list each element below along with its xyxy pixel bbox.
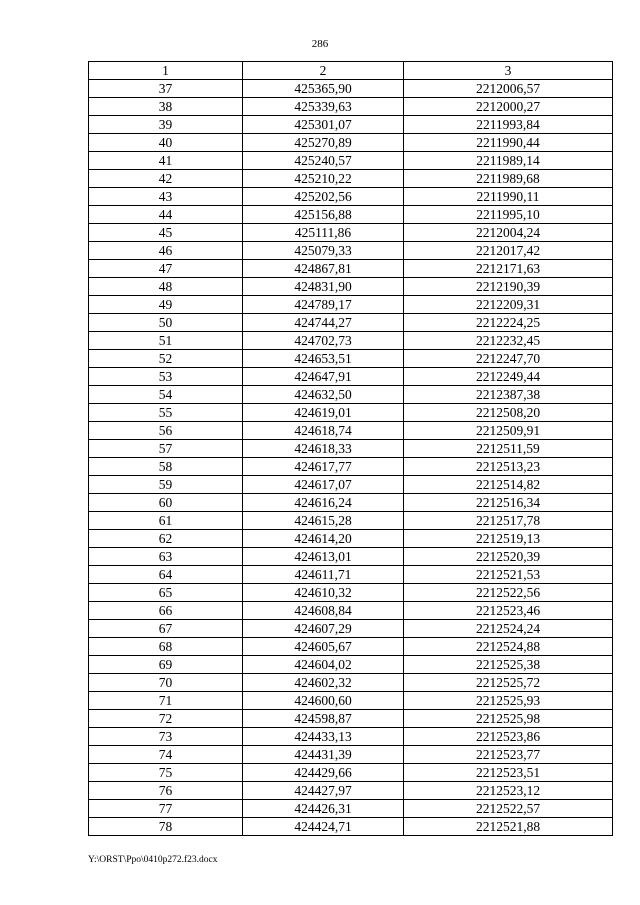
table-cell-col2: 424610,32	[243, 584, 404, 602]
table-cell-col3: 2212521,53	[404, 566, 613, 584]
table-row	[89, 116, 613, 134]
table-cell-col3: 2212522,57	[404, 800, 613, 818]
table-cell-col2: 425111,86	[243, 224, 404, 242]
table-cell-col2: 424429,66	[243, 764, 404, 782]
table-row	[89, 656, 613, 674]
table-row	[89, 746, 613, 764]
table-cell-col1: 66	[89, 602, 243, 620]
table-row	[89, 584, 613, 602]
table-cell-col3: 2212524,88	[404, 638, 613, 656]
table-cell-col2: 425210,22	[243, 170, 404, 188]
table-cell-col2: 424433,13	[243, 728, 404, 746]
table-header-row	[89, 62, 613, 80]
table-cell-col1: 67	[89, 620, 243, 638]
table-cell-col3: 2212525,72	[404, 674, 613, 692]
table-row	[89, 314, 613, 332]
table-cell-col2: 425365,90	[243, 80, 404, 98]
table-cell-col1: 61	[89, 512, 243, 530]
table-cell-col2: 424611,71	[243, 566, 404, 584]
table-cell-col1: 63	[89, 548, 243, 566]
table-row	[89, 782, 613, 800]
table-row	[89, 692, 613, 710]
table-cell-col2: 424647,91	[243, 368, 404, 386]
table-cell-col1: 53	[89, 368, 243, 386]
table-cell-col2: 424431,39	[243, 746, 404, 764]
table-row	[89, 800, 613, 818]
table-cell-col2: 424615,28	[243, 512, 404, 530]
table-cell-col1: 77	[89, 800, 243, 818]
table-cell-col2: 424619,01	[243, 404, 404, 422]
table-cell-col1: 57	[89, 440, 243, 458]
table-cell-col1: 59	[89, 476, 243, 494]
table-cell-col3: 2212519,13	[404, 530, 613, 548]
table-cell-col3: 2212190,39	[404, 278, 613, 296]
table-cell-col3: 2212516,34	[404, 494, 613, 512]
table-row	[89, 674, 613, 692]
table-row	[89, 386, 613, 404]
table-cell-col1: 49	[89, 296, 243, 314]
table-cell-col2: 424616,24	[243, 494, 404, 512]
table-cell-col1: 58	[89, 458, 243, 476]
table-cell-col3: 2212387,38	[404, 386, 613, 404]
table-cell-col1: 47	[89, 260, 243, 278]
table-row	[89, 440, 613, 458]
column-header-3: 3	[404, 62, 613, 80]
table-row	[89, 458, 613, 476]
table-cell-col3: 2212224,25	[404, 314, 613, 332]
table-row	[89, 368, 613, 386]
table-cell-col3: 2212525,93	[404, 692, 613, 710]
table-cell-col1: 50	[89, 314, 243, 332]
table-row	[89, 242, 613, 260]
table-cell-col2: 424604,02	[243, 656, 404, 674]
table-row	[89, 152, 613, 170]
column-header-2: 2	[243, 62, 404, 80]
table-row	[89, 602, 613, 620]
table-cell-col2: 425339,63	[243, 98, 404, 116]
table-cell-col2: 424702,73	[243, 332, 404, 350]
table-cell-col3: 2212232,45	[404, 332, 613, 350]
table-cell-col3: 2212514,82	[404, 476, 613, 494]
table-cell-col2: 424598,87	[243, 710, 404, 728]
table-cell-col3: 2212520,39	[404, 548, 613, 566]
table-cell-col2: 424867,81	[243, 260, 404, 278]
table-cell-col3: 2212249,44	[404, 368, 613, 386]
table-cell-col1: 41	[89, 152, 243, 170]
table-cell-col3: 2212511,59	[404, 440, 613, 458]
table-row	[89, 98, 613, 116]
table-cell-col1: 69	[89, 656, 243, 674]
table-row	[89, 170, 613, 188]
table-cell-col3: 2212523,86	[404, 728, 613, 746]
table-cell-col1: 40	[89, 134, 243, 152]
table-row	[89, 260, 613, 278]
table-cell-col2: 424613,01	[243, 548, 404, 566]
table-cell-col1: 37	[89, 80, 243, 98]
table-cell-col3: 2212000,27	[404, 98, 613, 116]
table-cell-col2: 424424,71	[243, 818, 404, 836]
table-row	[89, 728, 613, 746]
table-cell-col2: 424618,74	[243, 422, 404, 440]
table-cell-col1: 42	[89, 170, 243, 188]
table-cell-col1: 71	[89, 692, 243, 710]
table-cell-col1: 45	[89, 224, 243, 242]
table-cell-col3: 2212525,38	[404, 656, 613, 674]
table-cell-col1: 48	[89, 278, 243, 296]
table-cell-col3: 2212523,46	[404, 602, 613, 620]
table-cell-col3: 2212171,63	[404, 260, 613, 278]
table-row	[89, 476, 613, 494]
table-cell-col2: 424600,60	[243, 692, 404, 710]
table-cell-col2: 425240,57	[243, 152, 404, 170]
document-file-path: Y:\ORST\Ppo\0410p272.f23.docx	[88, 855, 218, 865]
table-cell-col1: 70	[89, 674, 243, 692]
table-cell-col3: 2212006,57	[404, 80, 613, 98]
table-cell-col2: 424602,32	[243, 674, 404, 692]
table-cell-col2: 424605,67	[243, 638, 404, 656]
table-cell-col2: 424427,97	[243, 782, 404, 800]
table-cell-col3: 2212524,24	[404, 620, 613, 638]
table-cell-col2: 424831,90	[243, 278, 404, 296]
page-number: 286	[311, 38, 329, 50]
table-row	[89, 80, 613, 98]
table-cell-col1: 54	[89, 386, 243, 404]
table-row	[89, 512, 613, 530]
table-cell-col2: 424789,17	[243, 296, 404, 314]
table-row	[89, 296, 613, 314]
table-cell-col3: 2212209,31	[404, 296, 613, 314]
table-cell-col1: 52	[89, 350, 243, 368]
table-cell-col3: 2212004,24	[404, 224, 613, 242]
table-cell-col1: 76	[89, 782, 243, 800]
table-cell-col1: 46	[89, 242, 243, 260]
table-cell-col1: 74	[89, 746, 243, 764]
table-row	[89, 422, 613, 440]
table-row	[89, 494, 613, 512]
table-body	[89, 80, 613, 836]
table-row	[89, 530, 613, 548]
table-cell-col3: 2212247,70	[404, 350, 613, 368]
table-row	[89, 188, 613, 206]
table-cell-col1: 43	[89, 188, 243, 206]
table-cell-col1: 60	[89, 494, 243, 512]
table-cell-col2: 425079,33	[243, 242, 404, 260]
table-cell-col2: 425202,56	[243, 188, 404, 206]
table-cell-col1: 38	[89, 98, 243, 116]
table-cell-col3: 2212509,91	[404, 422, 613, 440]
table-cell-col1: 39	[89, 116, 243, 134]
table-cell-col1: 44	[89, 206, 243, 224]
table-cell-col1: 64	[89, 566, 243, 584]
table-cell-col2: 425156,88	[243, 206, 404, 224]
table-cell-col1: 72	[89, 710, 243, 728]
table-cell-col3: 2212517,78	[404, 512, 613, 530]
table-cell-col3: 2211995,10	[404, 206, 613, 224]
table-cell-col2: 424608,84	[243, 602, 404, 620]
table-cell-col1: 51	[89, 332, 243, 350]
table-cell-col3: 2212523,77	[404, 746, 613, 764]
table-cell-col2: 424607,29	[243, 620, 404, 638]
coordinates-table	[88, 61, 613, 836]
table-cell-col3: 2212523,12	[404, 782, 613, 800]
table-cell-col1: 55	[89, 404, 243, 422]
table-row	[89, 350, 613, 368]
table-cell-col1: 75	[89, 764, 243, 782]
table-row	[89, 620, 613, 638]
table-cell-col2: 424653,51	[243, 350, 404, 368]
table-row	[89, 224, 613, 242]
table-cell-col2: 424618,33	[243, 440, 404, 458]
table-cell-col1: 78	[89, 818, 243, 836]
table-row	[89, 278, 613, 296]
table-cell-col3: 2211993,84	[404, 116, 613, 134]
table-cell-col3: 2212513,23	[404, 458, 613, 476]
table-row	[89, 332, 613, 350]
table-cell-col1: 73	[89, 728, 243, 746]
table-cell-col2: 424614,20	[243, 530, 404, 548]
table-cell-col3: 2212523,51	[404, 764, 613, 782]
table-cell-col1: 65	[89, 584, 243, 602]
table-cell-col3: 2211989,14	[404, 152, 613, 170]
column-header-1: 1	[89, 62, 243, 80]
table-row	[89, 764, 613, 782]
table-cell-col2: 425270,89	[243, 134, 404, 152]
table-cell-col2: 424744,27	[243, 314, 404, 332]
table-cell-col2: 425301,07	[243, 116, 404, 134]
table-cell-col2: 424426,31	[243, 800, 404, 818]
table-row	[89, 638, 613, 656]
table-cell-col3: 2212521,88	[404, 818, 613, 836]
table-cell-col1: 68	[89, 638, 243, 656]
table-row	[89, 548, 613, 566]
table-row	[89, 818, 613, 836]
table-row	[89, 710, 613, 728]
table-cell-col3: 2212017,42	[404, 242, 613, 260]
table-row	[89, 206, 613, 224]
table-cell-col3: 2212508,20	[404, 404, 613, 422]
table-cell-col2: 424617,77	[243, 458, 404, 476]
table-row	[89, 404, 613, 422]
table-cell-col3: 2211990,44	[404, 134, 613, 152]
table-cell-col3: 2212522,56	[404, 584, 613, 602]
table-cell-col2: 424617,07	[243, 476, 404, 494]
table-cell-col1: 62	[89, 530, 243, 548]
table-cell-col1: 56	[89, 422, 243, 440]
table-cell-col3: 2211990,11	[404, 188, 613, 206]
table-row	[89, 566, 613, 584]
table-cell-col3: 2212525,98	[404, 710, 613, 728]
table-cell-col2: 424632,50	[243, 386, 404, 404]
table-cell-col3: 2211989,68	[404, 170, 613, 188]
table-row	[89, 134, 613, 152]
